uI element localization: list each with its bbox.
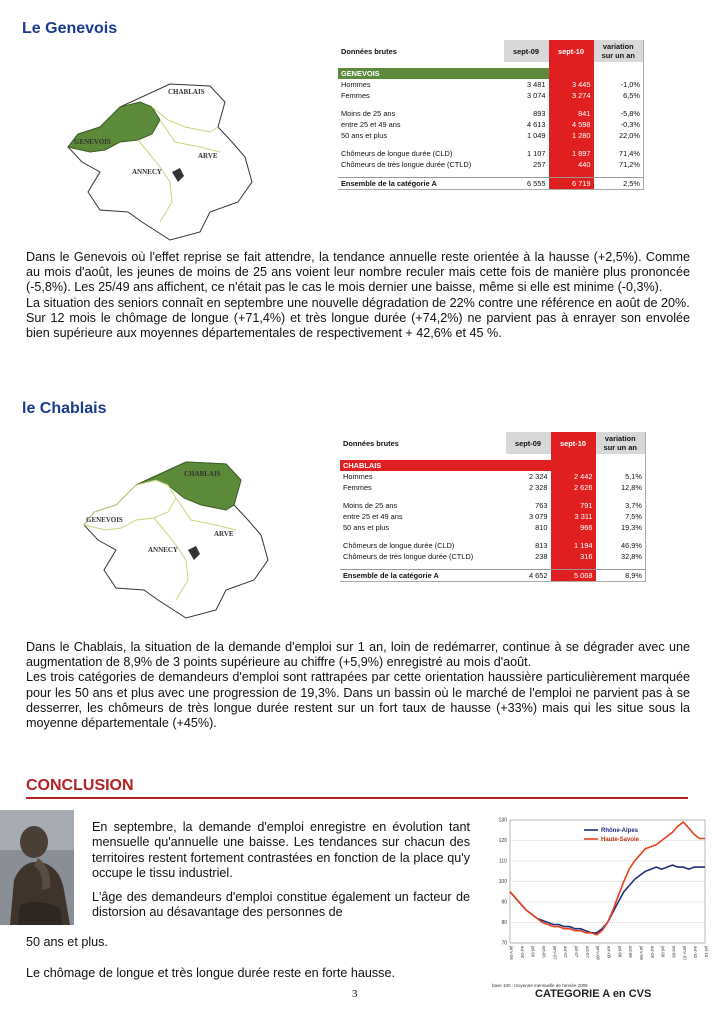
- map-label-annecy: ANNECY: [148, 546, 178, 554]
- x-tick-label: avr-08: [606, 946, 612, 958]
- x-tick-label: janv-08: [595, 946, 601, 960]
- x-tick-label: avr-10: [693, 946, 699, 958]
- x-tick-label: juil-10: [704, 946, 709, 958]
- section-title-genevois: Le Genevois: [22, 20, 118, 37]
- x-tick-label: juil-06: [530, 946, 536, 958]
- x-tick-label: juil-09: [660, 946, 666, 958]
- table-row: entre 25 et 49 ans 4 613 4 598 -0,3%: [341, 120, 640, 129]
- x-tick-label: juil-08: [617, 946, 623, 958]
- table-row: Hommes 2 324 2 442 5,1%: [343, 472, 642, 481]
- y-tick-label: 90: [501, 899, 507, 906]
- map-genevois: [60, 72, 260, 242]
- chart-svg: [480, 808, 712, 990]
- paragraph: Le chômage de longue et très longue durée reste en forte hausse.: [26, 966, 395, 980]
- y-tick-label: 110: [499, 858, 507, 865]
- map-label-genevois: GENEVOIS: [86, 516, 123, 524]
- x-tick-label: oct-08: [628, 946, 634, 958]
- legend-label: Haute-Savoie: [601, 837, 640, 843]
- paragraph: Sur 12 mois le chômage de longue (+71,4%) et très longue durée (+74,2%) ne parvient pas à enrayer son envolée bien supérieure aux moyennes départementales de respectivement + 42,6% et 45 %.: [26, 310, 690, 341]
- section-title-chablais: le Chablais: [22, 400, 107, 417]
- y-tick-label: 130: [498, 817, 507, 824]
- table-chablais: [340, 432, 646, 582]
- table-zone-label: GENEVOIS: [338, 68, 504, 79]
- x-tick-label: avr-07: [563, 946, 569, 958]
- table-total-row: Ensemble de la catégorie A 6 555 6 719 2,5%: [338, 177, 644, 189]
- table-header-col2: sept-10: [551, 432, 596, 454]
- map-label-arve: ARVE: [198, 152, 218, 160]
- map-label-chablais: CHABLAIS: [168, 88, 205, 96]
- table-genevois: [338, 40, 644, 190]
- paragraph: En septembre, la demande d'emploi enregistre en évolution tant mensuelle qu'annuelle une baisse. Les tendances sur chacun des territoires restent fortement contrastées en fonction de la place qu'y occupe le tissu industriel.: [92, 820, 470, 881]
- conclusion-text: [92, 820, 470, 920]
- text-chablais: [26, 640, 690, 731]
- table-row: Femmes 3 074 3 274 6,5%: [341, 91, 640, 100]
- map-label-chablais: CHABLAIS: [184, 470, 221, 478]
- chart-caption: CATEGORIE A en CVS: [535, 988, 652, 1000]
- table-header-col1: sept-09: [506, 432, 551, 454]
- table-total-row: Ensemble de la catégorie A 4 652 5 068 8,9%: [340, 569, 646, 581]
- y-tick-label: 80: [501, 920, 507, 926]
- table-row: 50 ans et plus 810 966 19,3%: [343, 523, 642, 532]
- paragraph-tail: 50 ans et plus.: [26, 935, 108, 949]
- x-tick-label: oct-07: [584, 946, 590, 958]
- paragraph: Dans le Chablais, la situation de la demande d'emploi sur 1 an, loin de redémarrer, continue à se dégrader avec une augmentation de 8,9% de 3 points supérieure au chiffre (+5,9%) enregistré au mois d'août.: [26, 640, 690, 670]
- table-row: Chômeurs de très longue durée (CTLD) 257 440 71,2%: [341, 160, 640, 169]
- table-row: Moins de 25 ans 893 841 -5,8%: [341, 109, 640, 118]
- paragraph: L'âge des demandeurs d'emploi constitue également un facteur de distorsion au désavantage des personnes de: [92, 889, 470, 920]
- table-header-label: Données brutes: [340, 432, 506, 454]
- line-chart: [480, 808, 712, 990]
- x-tick-label: janv-09: [639, 946, 644, 960]
- x-tick-label: oct-09: [671, 946, 677, 958]
- thinker-statue-photo: [0, 810, 74, 925]
- map-label-annecy: ANNECY: [132, 168, 162, 176]
- paragraph: Dans le Genevois où l'effet reprise se fait attendre, la tendance annuelle reste orientée à la hausse (+2,5%). Comme au mois d'août, les jeunes de moins de 25 ans voient leur nombre reculer mais cette fois de manière plus prononcée (-5,8%). Les 25/49 ans affichent, ce n'était pas le cas le mois dernier une baisse, même si elle est minime (-0,3%).: [26, 250, 690, 295]
- table-row: entre 25 et 49 ans 3 079 3 311 7,5%: [343, 512, 642, 521]
- x-tick-label: juil-07: [574, 946, 579, 958]
- paragraph: La situation des seniors connaît en septembre une nouvelle dégradation de 22% contre une référence en août de 20%.: [26, 295, 690, 310]
- x-tick-label: janv-10: [682, 946, 688, 960]
- page-number: 3: [352, 988, 358, 1000]
- table-header-col1: sept-09: [504, 40, 549, 62]
- map-chablais: [76, 450, 276, 620]
- chart-note: base 100 : moyenne mensuelle de l'année 2005: [492, 983, 588, 988]
- x-tick-label: avr-09: [649, 946, 655, 958]
- section-title-conclusion: CONCLUSION: [26, 777, 134, 794]
- y-tick-label: 100: [498, 879, 507, 885]
- table-zone-label: CHABLAIS: [340, 460, 506, 471]
- table-row: 50 ans et plus 1 049 1 280 22,0%: [341, 131, 640, 140]
- table-header-col2: sept-10: [549, 40, 594, 62]
- table-header-label: Données brutes: [338, 40, 504, 62]
- table-row: Femmes 2 328 2 626 12,8%: [343, 483, 642, 492]
- legend-label: Rhône-Alpes: [601, 828, 639, 834]
- y-tick-label: 120: [498, 838, 507, 844]
- y-tick-label: 70: [501, 940, 507, 947]
- map-label-genevois: GENEVOIS: [74, 138, 111, 146]
- table-row: Chômeurs de longue durée (CLD) 1 107 1 897 71,4%: [341, 149, 640, 158]
- x-tick-label: janv-07: [552, 946, 558, 960]
- paragraph: Les trois catégories de demandeurs d'emploi sont rattrapées par cette orientation haussière particulièrement marquée pour les 50 ans et plus avec une progression de 19,3%. Dans un bassin où le marché de l'emploi ne parvient pas à se desserrer, les chômeurs de très longue durée restent sur un fort taux de hausse (+33%) mais qui les situe sous la moyenne départementale (+45%).: [26, 670, 690, 731]
- x-tick-label: oct-06: [541, 946, 547, 958]
- x-tick-label: janv-06: [509, 946, 514, 960]
- map-label-arve: ARVE: [214, 530, 234, 538]
- text-genevois: [26, 250, 690, 341]
- table-row: Chômeurs de longue durée (CLD) 813 1 194 46,9%: [343, 541, 642, 550]
- conclusion-divider: [26, 797, 688, 799]
- table-row: Chômeurs de très longue durée (CTLD) 238 316 32,8%: [343, 552, 642, 561]
- table-header-col3: variation sur un an: [594, 40, 644, 62]
- table-row: Hommes 3 481 3 445 -1,0%: [341, 80, 640, 89]
- table-row: Moins de 25 ans 763 791 3,7%: [343, 501, 642, 510]
- table-header-col3: variation sur un an: [596, 432, 646, 454]
- x-tick-label: avr-06: [519, 946, 525, 958]
